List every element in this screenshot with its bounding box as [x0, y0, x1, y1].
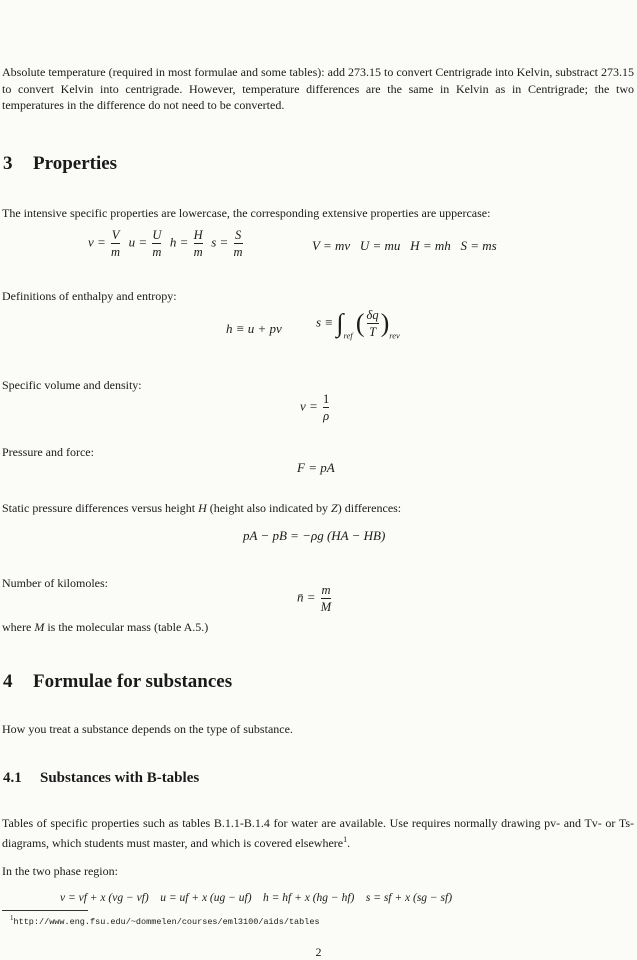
- section-number: 3: [3, 153, 13, 174]
- two-phase-label: In the two phase region:: [2, 864, 118, 878]
- specific-volume-equation: v = $\frac{1}{\rho}$: [300, 392, 330, 423]
- subsection-number: 4.1: [3, 770, 22, 786]
- molecular-mass-note: where M is the molecular mass (table A.5.): [2, 620, 209, 634]
- kilomoles-label: Number of kilomoles:: [2, 576, 108, 590]
- page-number: 2: [315, 945, 322, 959]
- substances-intro: How you treat a substance depends on the type of substance.: [2, 722, 293, 736]
- extensive-properties-equation: V = mv U = mu H = mh S = ms: [312, 238, 497, 253]
- specific-properties-equation: v = $\frac{V}{m}$ u = $\frac{U}{m}$ h = $\frac{H}{m}$ s = $\frac{S}{m}$: [88, 228, 243, 259]
- footnote-rule: [2, 910, 88, 911]
- two-phase-equation: v = vf + x (vg − vf) u = uf + x (ug − uf) h = hf + x (hg − hf) s = sf + x (sg − sf): [60, 892, 453, 904]
- intro-paragraph: Absolute temperature (required in most formulae and some tables): add 273.15 to convert Centrigrade into Kelvin, substract 273.15 to convert Kelvin into centrigrade. However, temperature differences are the same in Kelvin as in Centrigrade; the two temperatures in the difference do not need to be converted.: [2, 65, 634, 112]
- enthalpy-entropy-label: Definitions of enthalpy and entropy:: [2, 289, 177, 303]
- section-number: 4: [3, 671, 13, 692]
- properties-intro: The intensive specific properties are lowercase, the corresponding extensive properties are uppercase:: [2, 206, 491, 220]
- section-4-heading: [3, 671, 232, 693]
- section-title: Formulae for substances: [33, 671, 233, 692]
- footnote-ref: 1: [343, 834, 348, 844]
- footnote-url[interactable]: http://www.eng.fsu.edu/~dommelen/courses/eml3100/aids/tables: [13, 916, 320, 927]
- static-pressure-equation: pA − pB = −ρg (HA − HB): [243, 528, 386, 543]
- pressure-force-label: Pressure and force:: [2, 445, 94, 459]
- b-tables-paragraph: Tables of specific properties such as tables B.1.1-B.1.4 for water are available. Use requires normally drawing pv- and Tv- or Ts-diagrams, which students must master, and which is covered elsewhere$^1$.: [2, 816, 634, 850]
- subsection-title: Substances with B-tables: [40, 770, 200, 786]
- section-title: Properties: [33, 153, 118, 174]
- entropy-equation: $s \equiv \int_{ref}$ ( $\frac{\delta q}{T}$ )$_{rev}$: [316, 308, 400, 341]
- pressure-force-equation: F = pA: [297, 460, 335, 475]
- specific-volume-label: Specific volume and density:: [2, 378, 142, 392]
- enthalpy-equation: h ≡ u + pv: [226, 321, 282, 336]
- subsection-4-1-heading: [3, 770, 199, 787]
- footnote: $^1$http://www.eng.fsu.edu/~dommelen/courses/eml3100/aids/tables: [10, 914, 320, 927]
- static-pressure-label: Static pressure differences versus height H (height also indicated by Z) differences:: [2, 501, 402, 515]
- section-3-heading: [3, 153, 117, 175]
- kilomoles-equation: n̄ = $\frac{m}{M}$: [297, 583, 332, 614]
